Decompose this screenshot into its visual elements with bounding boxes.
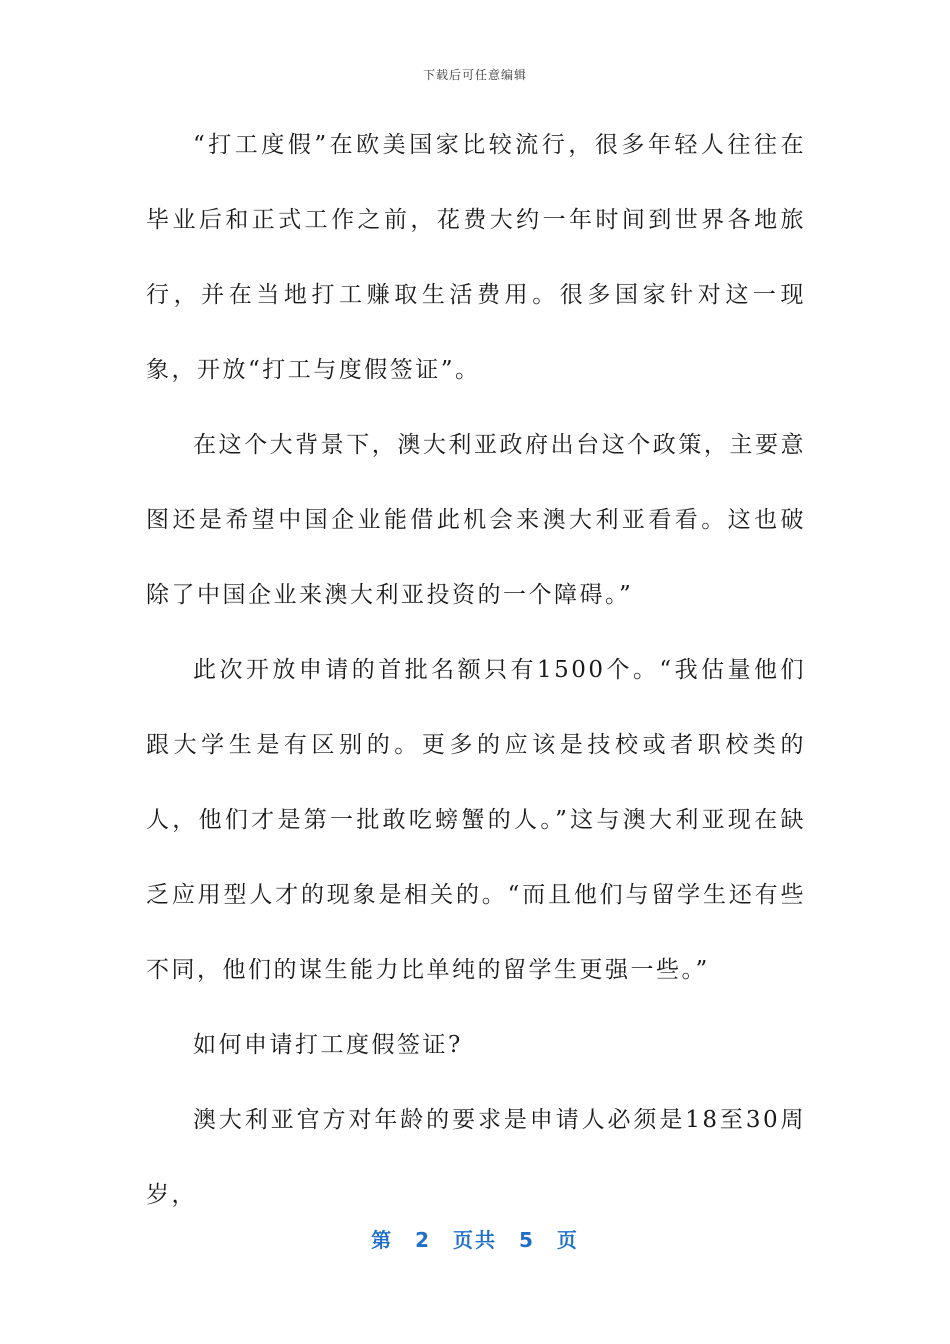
paragraph-2: 在这个大背景下，澳大利亚政府出台这个政策，主要意图还是希望中国企业能借此机会来澳大利亚看看。这也破除了中国企业来澳大利亚投资的一个障碍。” (146, 432, 806, 608)
footer-middle: 页共 (453, 1228, 497, 1252)
paragraph-4-heading: 如何申请打工度假签证? (193, 1032, 463, 1058)
footer-prefix: 第 (371, 1228, 394, 1252)
footer-suffix: 页 (556, 1228, 579, 1252)
page-header: 下载后可任意编辑 (422, 68, 527, 82)
paragraph-3: 此次开放申请的首批名额只有1500个。“我估量他们跟大学生是有区别的。更多的应该是技校或者职校类的人，他们才是第一批敢吃螃蟹的人。”这与澳大利亚现在缺乏应用型人才的现象是相关的。“而且他们与留学生还有些不同，他们的谋生能力比单纯的留学生更强一些。” (146, 657, 806, 983)
footer-total-pages: 5 (519, 1228, 535, 1252)
document-body (146, 108, 806, 1233)
footer-current-page: 2 (415, 1228, 431, 1252)
page-footer (0, 1224, 950, 1253)
paragraph-1: “打工度假”在欧美国家比较流行，很多年轻人往往在毕业后和正式工作之前，花费大约一年时间到世界各地旅行，并在当地打工赚取生活费用。很多国家针对这一现象，开放“打工与度假签证”。 (146, 132, 806, 383)
paragraph-5: 澳大利亚官方对年龄的要求是申请人必须是18至30周岁， (146, 1107, 806, 1208)
